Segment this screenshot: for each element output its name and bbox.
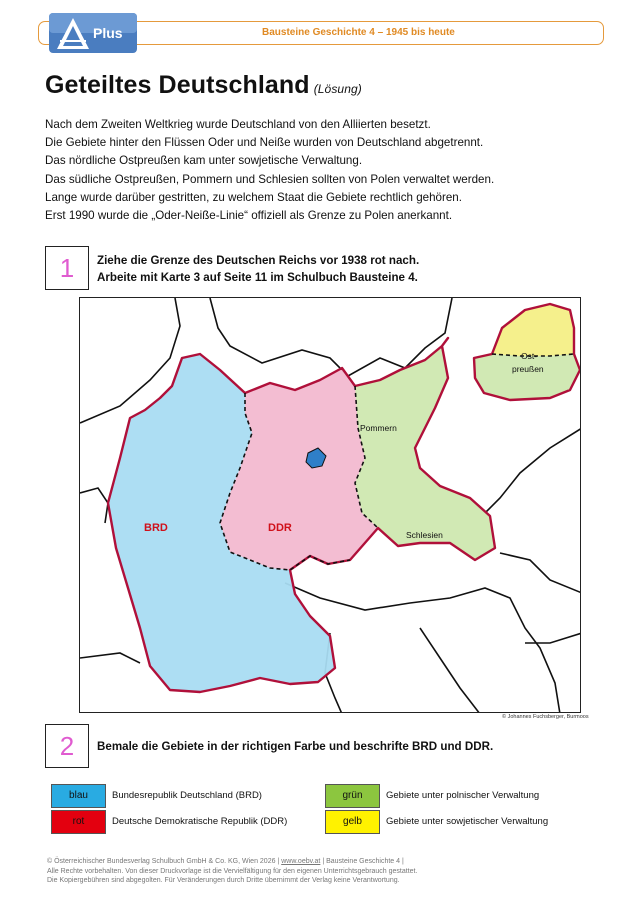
series-title: Bausteine Geschichte 4 – 1945 bis heute <box>262 27 455 38</box>
label-ostpreussen-1: Ost- <box>521 351 538 361</box>
publisher-logo <box>49 13 137 53</box>
publisher-link[interactable]: www.oebv.at <box>281 858 321 865</box>
label-schlesien: Schlesien <box>406 530 443 540</box>
label-ddr: DDR <box>268 522 292 534</box>
footer-line-1 <box>47 857 417 867</box>
intro-line: Lange wurde darüber gestritten, zu welchem Staat die Gebiete rechtlich gehören. <box>45 190 462 204</box>
intro-text <box>45 116 605 225</box>
legend-swatch-blau: blau <box>51 784 106 808</box>
intro-line: Erst 1990 wurde die „Oder-Neiße-Linie“ offiziell als Grenze zu Polen anerkannt. <box>45 209 453 223</box>
legend-label-brd: Bundesrepublik Deutschland (BRD) <box>112 790 262 801</box>
title-main: Geteiltes Deutschland <box>45 71 310 99</box>
map-drawing <box>80 298 581 713</box>
legend-label-ddr: Deutsche Demokratische Republik (DDR) <box>112 816 288 827</box>
label-brd: BRD <box>144 522 168 534</box>
task-1-line: Arbeite mit Karte 3 auf Seite 11 im Schulbuch Bausteine 4. <box>97 271 418 284</box>
legend-swatch-gelb: gelb <box>325 810 380 834</box>
task-1-line: Ziehe die Grenze des Deutschen Reichs vor 1938 rot nach. <box>97 254 420 267</box>
footer-line-2: Alle Rechte vorbehalten. Von dieser Druckvorlage ist die Vervielfältigung für den eigenen Unterrichtsgebrauch gestattet. <box>47 867 418 875</box>
legend-label-sowjetisch: Gebiete unter sowjetischer Verwaltung <box>386 816 549 827</box>
intro-line: Das nördliche Ostpreußen kam unter sowjetische Verwaltung. <box>45 154 363 168</box>
logo-text: Plus <box>93 25 123 41</box>
footer-series: | Bausteine Geschichte 4 | <box>320 858 404 865</box>
intro-line: Nach dem Zweiten Weltkrieg wurde Deutschland von den Alliierten besetzt. <box>45 118 431 131</box>
legend-swatch-gruen: grün <box>325 784 380 808</box>
page-title <box>45 71 362 100</box>
region-ostpreussen-nord <box>492 304 574 356</box>
task-2-text: Bemale die Gebiete in der richtigen Farbe und beschrifte BRD und DDR. <box>97 740 494 753</box>
task-1-text <box>97 252 419 286</box>
footer-copyright: © Österreichischer Bundesverlag Schulbuch GmbH & Co. KG, Wien 2026 | <box>47 858 282 865</box>
label-pommern: Pommern <box>360 423 397 433</box>
map-credit: © Johannes Fuchsberger, Burmoos <box>502 714 589 720</box>
title-note: (Lösung) <box>313 82 362 96</box>
intro-line: Das südliche Ostpreußen, Pommern und Schlesien sollten von Polen verwaltet werden. <box>45 172 495 186</box>
map <box>79 297 581 713</box>
label-ostpreussen-2: preußen <box>512 364 544 374</box>
footer <box>47 857 417 886</box>
legend-swatch-rot: rot <box>51 810 106 834</box>
footer-line-3: Die Kopiergebühren sind abgegolten. Für Veränderungen durch Dritte übernimmt der Verlag keine Verantwortung. <box>47 877 400 884</box>
task-number-2: 2 <box>45 724 89 768</box>
legend-label-polnisch: Gebiete unter polnischer Verwaltung <box>386 790 540 801</box>
task-number-1: 1 <box>45 246 89 290</box>
intro-line: Die Gebiete hinter den Flüssen Oder und Neiße wurden von Deutschland abgetrennt. <box>45 136 484 150</box>
